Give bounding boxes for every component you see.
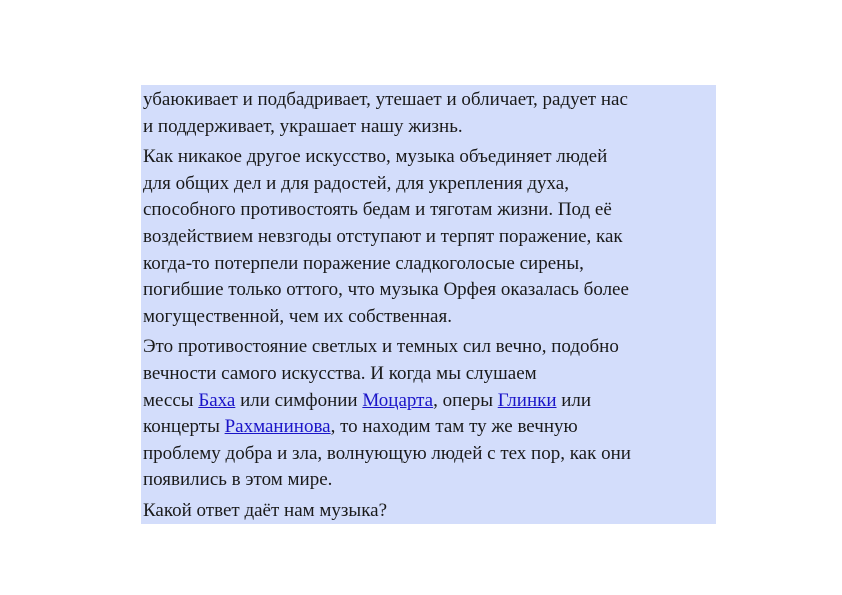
paragraph-2-line-1: Как никакое другое искусство, музыка объединяет людей (143, 146, 608, 168)
paragraph-3-line-4 (143, 414, 716, 441)
paragraph-3-line-1: Это противостояние светлых и темных сил вечно, подобно (143, 336, 619, 358)
paragraph-2-line-5: когда-то потерпели поражение сладкоголосые сирены, (143, 252, 584, 274)
paragraph-3-text: или (556, 389, 592, 411)
paragraph-3-text: , оперы (433, 389, 498, 411)
link-glinka[interactable]: Глинки (497, 389, 557, 411)
paragraph-3-line-5: проблему добра и зла, волнующую людей с тех пор, как они (143, 442, 631, 464)
paragraph-1-line-1: убаюкивает и подбадривает, утешает и обличает, радует нас (143, 89, 628, 110)
paragraph-1 (143, 87, 716, 140)
paragraph-3-text: , то находим там ту же вечную (330, 416, 578, 438)
paragraph-2-line-7: могущественной, чем их собственная. (143, 305, 452, 327)
paragraph-2-line-2: для общих дел и для радостей, для укрепления духа, (143, 172, 569, 194)
paragraph-2 (143, 144, 716, 330)
paragraph-2-line-4: воздействием невзгоды отступают и терпят поражение, как (143, 225, 623, 247)
link-mozart[interactable]: Моцарта (362, 389, 434, 411)
paragraph-4 (143, 498, 716, 525)
paragraph-3-text: концерты (143, 416, 225, 438)
link-bach[interactable]: Баха (198, 389, 236, 411)
paragraph-2-line-6: погибшие только оттого, что музыка Орфея оказалась более (143, 279, 629, 301)
text-panel (141, 85, 716, 524)
paragraph-3-text: мессы (143, 389, 199, 411)
paragraph-1-line-2: и поддерживает, украшает нашу жизнь. (143, 115, 463, 137)
paragraph-3-line-2: вечности самого искусства. И когда мы слушаем (143, 362, 537, 384)
closing-question: Какой ответ даёт нам музыка? (143, 499, 388, 521)
paragraph-3-line-6: появились в этом мире. (143, 469, 333, 491)
paragraph-3-line-3 (143, 388, 716, 415)
paragraph-2-line-3: способного противостоять бедам и тяготам жизни. Под её (143, 199, 612, 221)
paragraph-3 (143, 334, 716, 494)
link-rachmaninov[interactable]: Рахманинова (224, 416, 331, 438)
paragraph-3-text: или симфонии (235, 389, 363, 411)
